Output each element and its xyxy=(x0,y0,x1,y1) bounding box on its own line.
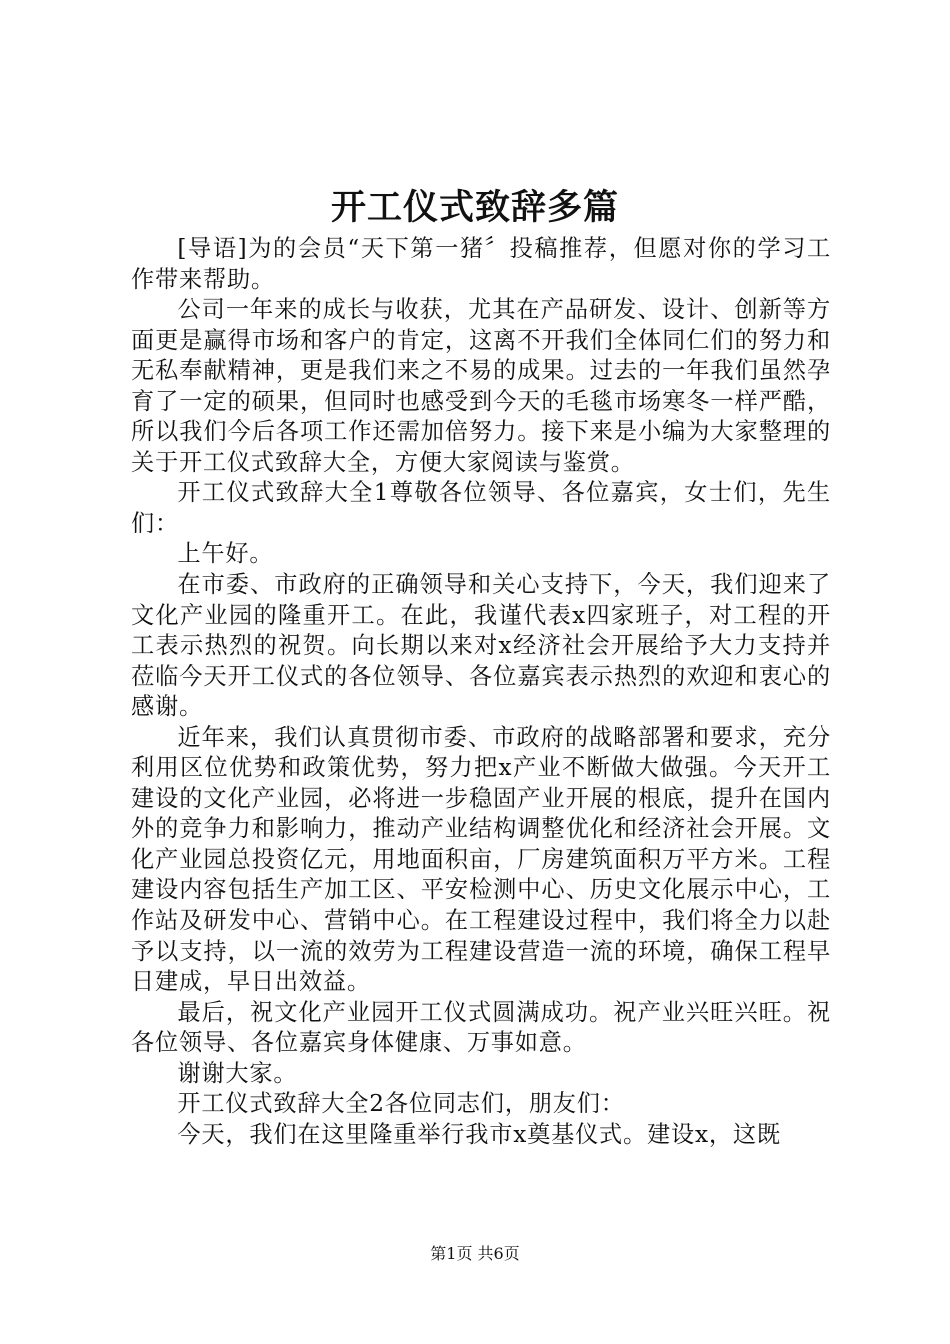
paragraph-thanks: 谢谢大家。 xyxy=(177,1059,298,1087)
paragraph-greeting: 上午好。 xyxy=(177,540,274,568)
paragraph: 近年来，我们认真贯彻市委、市政府的战略部署和要求，充分利用区位优势和政策优势，努力把x产业不断做大做强。今天开工建设的文化产业园，必将进一步稳固产业开展的根底，提升在国内外的竞争力和影响力，推动产业结构调整优化和经济社会开展。文化产业园总投资亿元，用地面积亩，厂房建筑面积万平方米。工程建设内容包括生产加工区、平安检测中心、历史文化展示中心，工作站及研发中心、营销中心。在工程建设过程中，我们将全力以赴予以支持，以一流的效劳为工程建设营造一流的环境，确保工程早日建成，早日出效益。 xyxy=(131,723,831,996)
paragraph: 在市委、市政府的正确领导和关心支持下，今天，我们迎来了文化产业园的隆重开工。在此，我谨代表x四家班子，对工程的开工表示热烈的祝贺。向长期以来对x经济社会开展给予大力支持并莅临今天开工仪式的各位领导、各位嘉宾表示热烈的欢迎和衷心的感谢。 xyxy=(131,571,831,721)
paragraph-intro: [导语]为的会员“天下第一猪〞投稿推荐，但愿对你的学习工作带来帮助。 xyxy=(131,235,831,293)
paragraph-speech-2-heading: 开工仪式致辞大全2各位同志们，朋友们： xyxy=(177,1090,625,1118)
document-body xyxy=(131,234,831,1150)
paragraph-speech-1-heading: 开工仪式致辞大全1尊敬各位领导、各位嘉宾，女士们，先生们： xyxy=(131,479,831,537)
paragraph: 公司一年来的成长与收获，尤其在产品研发、设计、创新等方面更是赢得市场和客户的肯定，这离不开我们全体同仁们的努力和无私奉献精神，更是我们来之不易的成果。过去的一年我们虽然孕育了一定的硕果，但同时也感受到今天的毛毯市场寒冬一样严酷，所以我们今后各项工作还需加倍努力。接下来是小编为大家整理的关于开工仪式致辞大全，方便大家阅读与鉴赏。 xyxy=(131,296,831,476)
page-number-footer: 第1页 共6页 xyxy=(430,1244,520,1263)
paragraph: 今天，我们在这里隆重举行我市x奠基仪式。建设x，这既 xyxy=(177,1120,781,1148)
paragraph: 最后，祝文化产业园开工仪式圆满成功。祝产业兴旺兴旺。祝各位领导、各位嘉宾身体健康、万事如意。 xyxy=(131,998,831,1057)
document-title: 开工仪式致辞多篇 xyxy=(330,187,619,228)
